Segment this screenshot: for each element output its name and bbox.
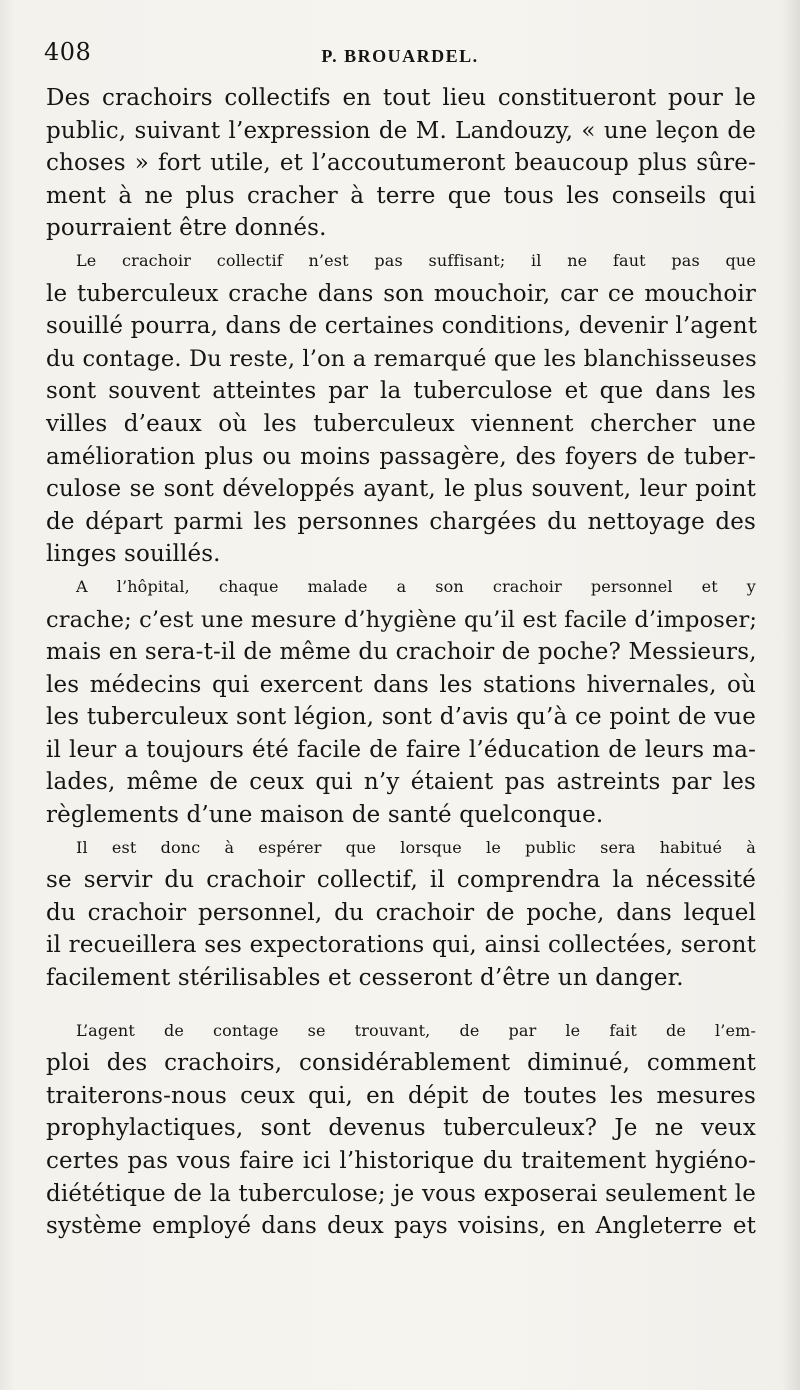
paragraph [46,1015,756,1243]
page-number: 408 [44,38,92,66]
text-line: du crachoir personnel, du crachoir de poche, dans lequel [46,899,756,926]
text-line: sont souvent atteintes par la tuberculose et que dans les [46,378,756,405]
text-line: les tuberculeux sont légion, sont d’avis qu’à ce point de vue [46,704,756,731]
section-spacer [46,995,756,1015]
text-line: il leur a toujours été facile de faire l’éducation de leurs ma- [46,736,756,763]
paragraph [46,82,756,245]
body-text [46,82,756,1243]
text-line: pourraient être donnés. [46,215,327,242]
running-head: P. BROUARDEL. [321,46,479,66]
text-line: culose se sont développés ayant, le plus souvent, leur point [46,476,756,503]
text-line: certes pas vous faire ici l’historique du traitement hygiéno- [46,1148,756,1174]
text-line: choses » fort utile, et l’accoutumeront beaucoup plus sûre- [46,150,756,177]
text-line: diététique de la tuberculose; je vous exposerai seulement le [46,1180,756,1207]
text-line: linges souillés. [46,541,221,568]
text-line: Le crachoir collectif n’est pas suffisant; il ne faut pas que [76,250,756,270]
text-line: il recueillera ses expectorations qui, ainsi collectées, seront [46,932,756,959]
text-line: règlements d’une maison de santé quelconque. [46,802,604,829]
text-line: souillé pourra, dans de certaines conditions, devenir l’agent [46,313,758,340]
text-line: villes d’eaux où les tuberculeux viennent chercher une [46,410,756,437]
text-line: le tuberculeux crache dans son mouchoir, car ce mouchoir [46,280,756,307]
text-line: traiterons-nous ceux qui, en dépit de toutes les mesures [46,1082,756,1109]
paragraph [46,571,756,832]
text-line: L’agent de contage se trouvant, de par le fait de l’em- [76,1020,756,1040]
text-line: facilement stérilisables et cesseront d’être un danger. [46,965,684,992]
paragraph [46,832,756,995]
text-line: système employé dans deux pays voisins, en Angleterre et [46,1213,756,1240]
text-line: prophylactiques, sont devenus tuberculeux? Je ne veux [46,1115,756,1142]
text-line: Des crachoirs collectifs en tout lieu constitueront pour le [46,85,756,111]
page-header [44,36,756,76]
text-line: ploi des crachoirs, considérablement diminué, comment [46,1050,756,1077]
text-line: du contage. Du reste, l’on a remarqué que les blanchisseuses [46,345,757,372]
paragraph [46,245,756,571]
text-line: mais en sera-t-il de même du crachoir de poche? Messieurs, [46,639,757,666]
text-line: lades, même de ceux qui n’y étaient pas astreints par les [46,769,756,796]
page-edge-shadow [782,0,800,1390]
text-line: les médecins qui exercent dans les stations hivernales, où [46,671,756,698]
text-line: crache; c’est une mesure d’hygiène qu’il est facile d’imposer; [46,606,758,633]
text-line: de départ parmi les personnes chargées du nettoyage des [46,508,756,535]
text-line: A l’hôpital, chaque malade a son crachoir personnel et y [76,576,756,596]
text-line: ment à ne plus cracher à terre que tous les conseils qui [46,182,756,209]
text-line: amélioration plus ou moins passagère, des foyers de tuber- [46,443,756,470]
text-line: public, suivant l’expression de M. Landouzy, « une leçon de [46,117,756,144]
text-line: se servir du crachoir collectif, il comprendra la nécessité [46,867,756,894]
text-line: Il est donc à espérer que lorsque le public sera habitué à [76,837,756,857]
